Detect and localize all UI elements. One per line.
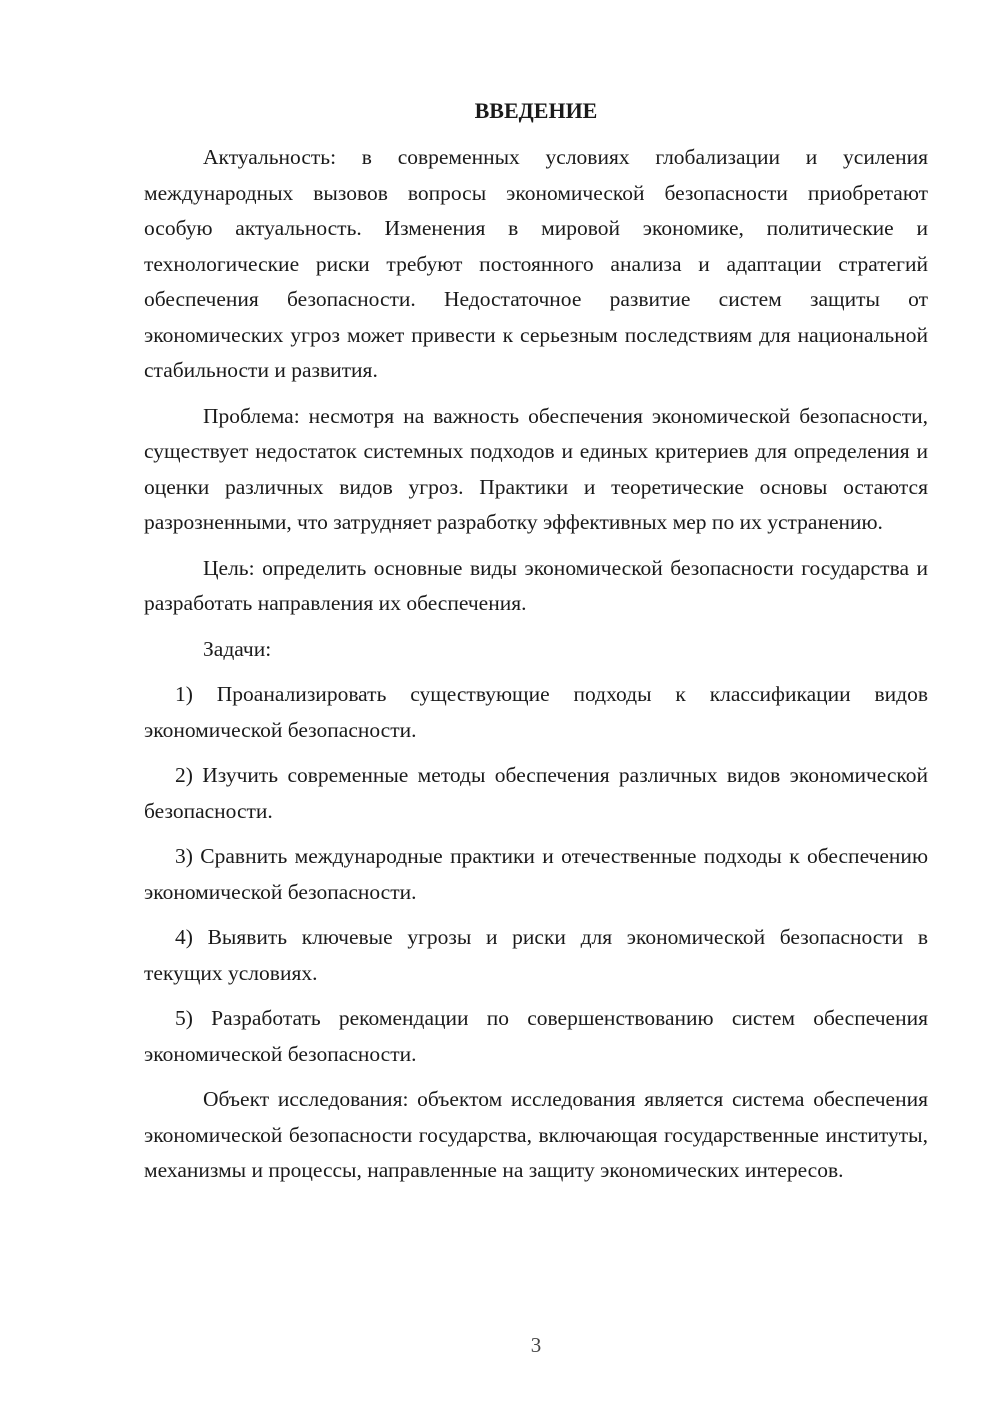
task-item-1: 1) Проанализировать существующие подходы к классификации видов экономической безопасности. [144, 682, 928, 742]
paragraph-goal: Цель: определить основные виды экономической безопасности государства и разработать направления их обеспечения. [144, 555, 928, 615]
task-item-5: 5) Разработать рекомендации по совершенствованию систем обеспечения экономической безопасности. [144, 1006, 928, 1066]
paragraph-problem: Проблема: несмотря на важность обеспечения экономической безопасности, существует недостаток системных подходов и единых критериев для определения и оценки различных видов угроз. Практики и теоретические основы остаются разрозненными, что затрудняет разработку эффективных мер по их устранению. [144, 403, 928, 534]
paragraph-relevance: Актуальность: в современных условиях глобализации и усиления международных вызовов вопросы экономической безопасности приобретают особую актуальность. Изменения в мировой экономике, политические и технологические риски требуют постоянного анализа и адаптации стратегий обеспечения безопасности. Недостаточное развитие систем защиты от экономических угроз может привести к серьезным последствиям для национальной стабильности и развития. [144, 145, 928, 382]
document-page [144, 96, 928, 1189]
task-item-4: 4) Выявить ключевые угрозы и риски для экономической безопасности в текущих условиях. [144, 925, 928, 985]
section-title: ВВЕДЕНИЕ [474, 98, 598, 123]
paragraph-object: Объект исследования: объектом исследования является система обеспечения экономической безопасности государства, включающая государственные институты, механизмы и процессы, направленные на защиту экономических интересов. [144, 1087, 928, 1182]
tasks-heading: Задачи: [203, 636, 272, 661]
page-number: 3 [530, 1333, 542, 1357]
task-item-2: 2) Изучить современные методы обеспечения различных видов экономической безопасности. [144, 763, 928, 823]
task-item-3: 3) Сравнить международные практики и отечественные подходы к обеспечению экономической безопасности. [144, 844, 928, 904]
